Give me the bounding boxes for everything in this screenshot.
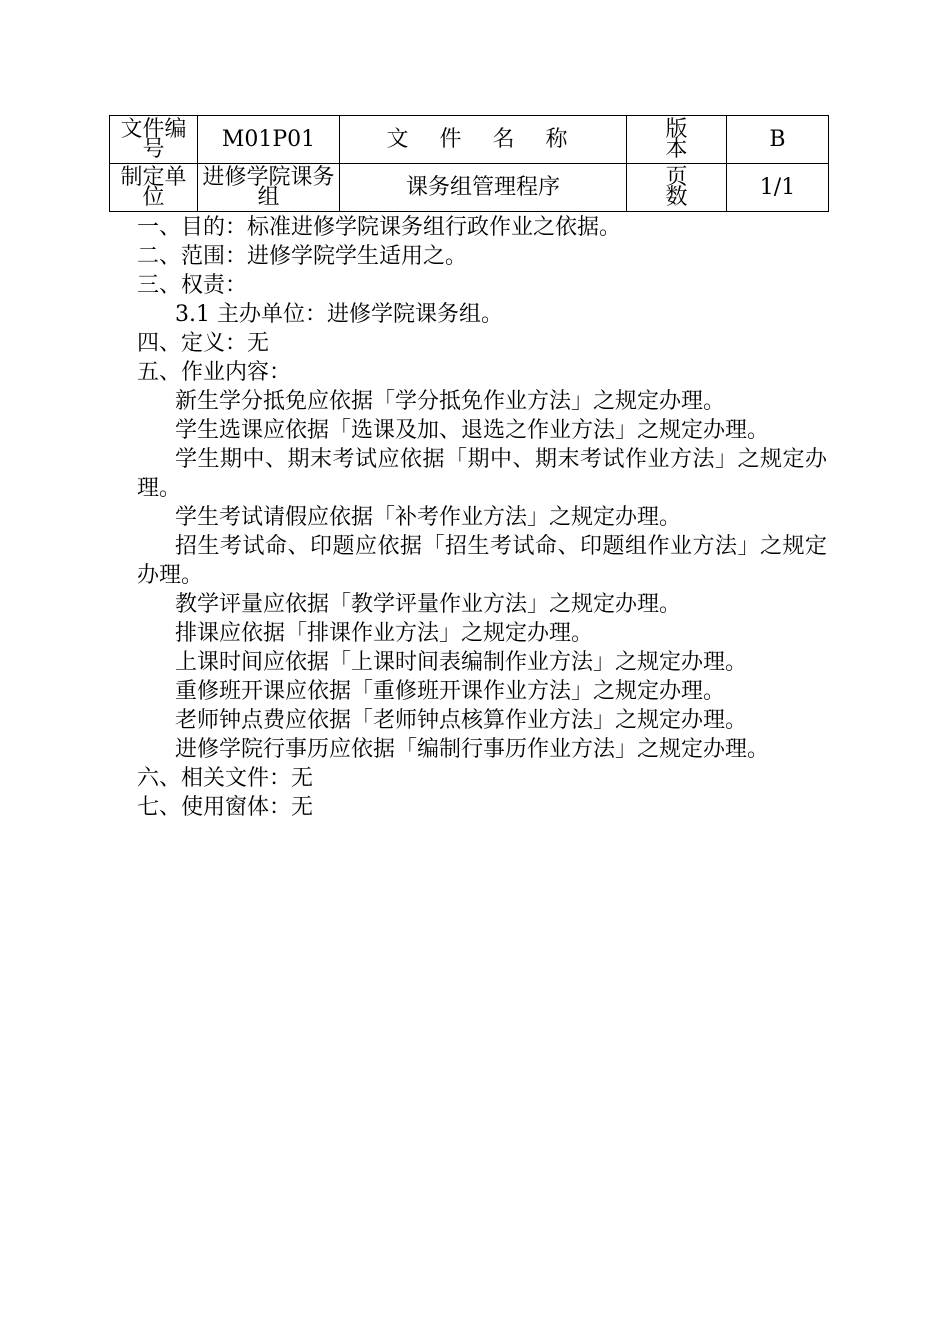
label-issuing-unit: 制定单位 bbox=[110, 164, 198, 212]
label-doc-name: 文 件 名 称 bbox=[340, 116, 627, 164]
doc-number-value: M01P01 bbox=[198, 116, 340, 164]
label-pages: 页数 bbox=[627, 164, 727, 212]
section-related-docs: 六、相关文件：无 bbox=[137, 766, 314, 791]
procedure-item: 新生学分抵免应依据「学分抵免作业方法」之规定办理。 bbox=[175, 389, 726, 414]
doc-name-value: 课务组管理程序 bbox=[340, 164, 627, 212]
section-responsibility: 三、权责： bbox=[137, 273, 248, 298]
label-version: 版本 bbox=[627, 116, 727, 164]
procedure-item: 进修学院行事历应依据「编制行事历作业方法」之规定办理。 bbox=[175, 737, 770, 762]
document-body bbox=[137, 213, 827, 822]
section-purpose: 一、目的：标准进修学院课务组行政作业之依据。 bbox=[137, 215, 622, 240]
procedure-item: 老师钟点费应依据「老师钟点核算作业方法」之规定办理。 bbox=[175, 708, 748, 733]
header-row-2 bbox=[110, 164, 829, 212]
version-value: B bbox=[727, 116, 829, 164]
procedure-item: 教学评量应依据「教学评量作业方法」之规定办理。 bbox=[175, 592, 682, 617]
issuing-unit-value: 进修学院课务组 bbox=[198, 164, 340, 212]
procedure-item: 学生期中、期末考试应依据「期中、期末考试作业方法」之规定办理。 bbox=[137, 447, 827, 501]
section-definition: 四、定义：无 bbox=[137, 331, 270, 356]
section-procedure-heading: 五、作业内容： bbox=[137, 360, 292, 385]
label-doc-number: 文件编号 bbox=[110, 116, 198, 164]
section-forms-used: 七、使用窗体：无 bbox=[137, 795, 314, 820]
procedure-item: 学生选课应依据「选课及加、退选之作业方法」之规定办理。 bbox=[175, 418, 770, 443]
section-scope: 二、范围：进修学院学生适用之。 bbox=[137, 244, 468, 269]
procedure-item: 重修班开课应依据「重修班开课作业方法」之规定办理。 bbox=[175, 679, 726, 704]
pages-value: 1/1 bbox=[727, 164, 829, 212]
procedure-item: 学生考试请假应依据「补考作业方法」之规定办理。 bbox=[175, 505, 682, 530]
procedure-item: 上课时间应依据「上课时间表编制作业方法」之规定办理。 bbox=[175, 650, 748, 675]
section-responsibility-3-1: 3.1 主办单位：进修学院课务组。 bbox=[175, 302, 503, 327]
document-header-table bbox=[109, 115, 829, 212]
header-row-1 bbox=[110, 116, 829, 164]
procedure-item: 招生考试命、印题应依据「招生考试命、印题组作业方法」之规定办理。 bbox=[137, 534, 827, 588]
procedure-item: 排课应依据「排课作业方法」之规定办理。 bbox=[175, 621, 594, 646]
